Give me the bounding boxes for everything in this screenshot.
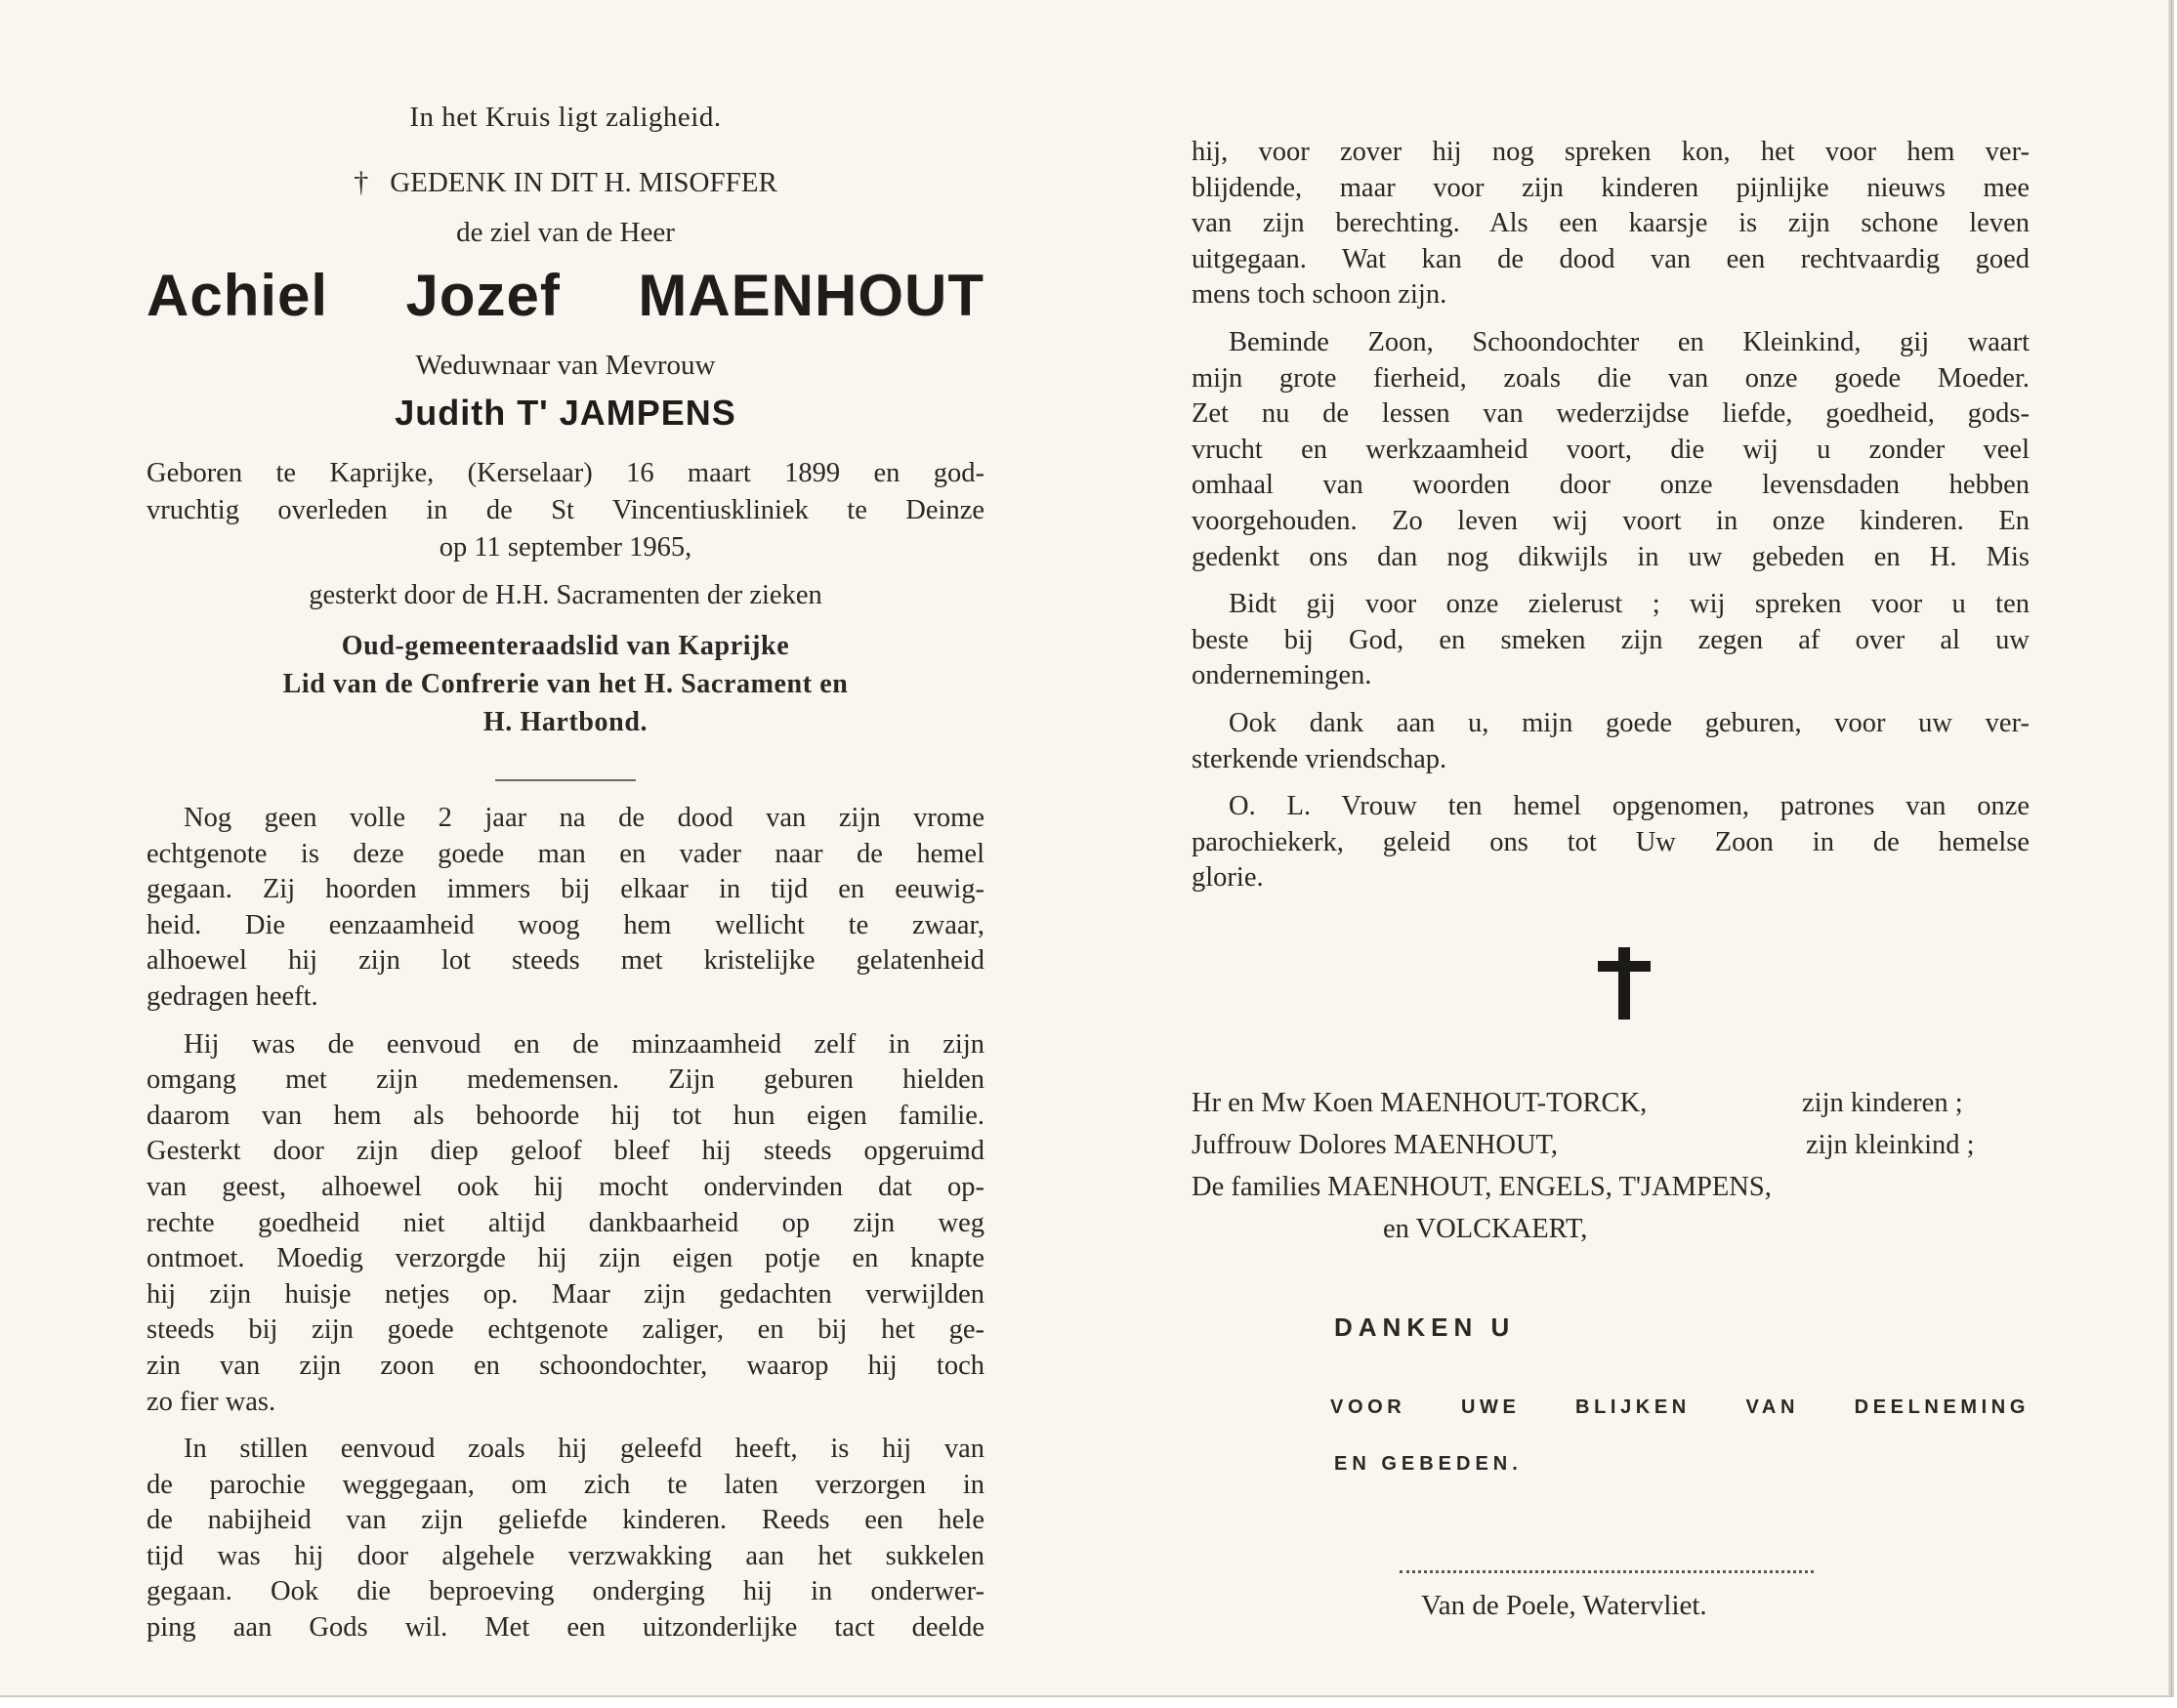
text-line: In stillen eenvoud zoals hij geleefd heeft, is hij van	[184, 1434, 984, 1465]
thanks-word: VAN	[1745, 1396, 1800, 1418]
text-line: op 11 september 1965,	[439, 532, 692, 562]
text-line: beste bij God, en smeken zijn zegen af over al uw	[1192, 624, 2030, 655]
text-line: ping aan Gods wil. Met een uitzonderlijke tact deelde	[147, 1612, 984, 1644]
text-line: ontmoet. Moedig verzorgde hij zijn eigen potje en knapte	[147, 1243, 984, 1274]
text-line: Gesterkt door zijn diep geloof bleef hij steeds opgeruimd	[147, 1136, 984, 1167]
text-line: tijd was hij door algehele verzwakking aan het sukkelen	[147, 1540, 984, 1571]
right-body-text	[1192, 135, 2030, 896]
text-line: gegaan. Zij hoorden immers bij elkaar in tijd en eeuwig-	[147, 874, 984, 905]
divider	[495, 779, 636, 781]
surname: MAENHOUT	[638, 263, 984, 328]
text-line: vruchtig overleden in de St Vincentiuskliniek te Deinze	[147, 495, 984, 525]
family-row	[1192, 1208, 1772, 1250]
motto: In het Kruis ligt zaligheid.	[409, 102, 722, 133]
text-line: uitgegaan. Wat kan de dood van een rechtvaardig goed	[1192, 243, 2030, 274]
text-line: gedragen heeft.	[147, 980, 318, 1012]
text-line: zo fier was.	[147, 1386, 276, 1417]
sacraments-line: gesterkt door de H.H. Sacramenten der zieken	[309, 580, 822, 610]
paragraph	[147, 1027, 984, 1421]
family-names: Hr en Mw Koen MAENHOUT-TORCK,	[1192, 1088, 1648, 1118]
text-line: parochiekerk, geleid ons tot Uw Zoon in de hemelse	[1192, 826, 2030, 857]
text-line: voorgehouden. Zo leven wij voort in onze kinderen. En	[1192, 505, 2030, 536]
spouse-name: Judith T' JAMPENS	[395, 393, 736, 433]
text-line: de nabijheid van zijn geliefde kinderen. Reeds een hele	[147, 1505, 984, 1536]
first-name: Achiel	[147, 263, 329, 328]
title-line: H. Hartbond.	[482, 707, 649, 737]
text-line: Geboren te Kaprijke, (Kerselaar) 16 maart 1899 en god-	[147, 458, 984, 488]
gedenk-heading	[147, 166, 984, 199]
paragraph	[1192, 587, 2030, 694]
text-line: Beminde Zoon, Schoondochter en Kleinkind, gij waart	[1229, 326, 2030, 357]
small-cross-icon: †	[354, 166, 369, 198]
middle-name: Jozef	[405, 263, 561, 328]
text-line: omgang met zijn medemensen. Zijn geburen hielden	[147, 1064, 984, 1096]
text-line: daarom van hem als behoorde hij tot hun eigen familie.	[147, 1100, 984, 1131]
text-line: van geest, alhoewel ook hij mocht ondervinden dat op-	[147, 1171, 984, 1202]
title-line: Oud-gemeenteraadslid van Kaprijke	[341, 631, 790, 661]
printer-credit: Van de Poele, Watervliet.	[1421, 1590, 1707, 1621]
family-names: Juffrouw Dolores MAENHOUT,	[1192, 1130, 1558, 1160]
text-line: alhoewel hij zijn lot steeds met kristelijke gelatenheid	[147, 945, 984, 977]
text-line: Ook dank aan u, mijn goede geburen, voor uw ver-	[1229, 707, 2030, 738]
paragraph	[147, 1432, 984, 1646]
paragraph	[1192, 706, 2030, 777]
text-line: omhaal van woorden door onze levensdaden hebben	[1192, 470, 2030, 501]
thanks-line	[1330, 1396, 2030, 1419]
family-row	[1192, 1124, 1975, 1166]
text-line: hij, voor zover hij nog spreken kon, het voor hem ver-	[1192, 137, 2030, 167]
birth-death-text	[147, 455, 984, 566]
thanks-word: VOOR	[1330, 1396, 1406, 1418]
text-line: blijdende, maar voor zijn kinderen pijnlijke nieuws mee	[1192, 172, 2030, 203]
text-line: mijn grote fierheid, zoals die van onze goede Moeder.	[1192, 362, 2030, 394]
text-line: Nog geen volle 2 jaar na de dood van zijn vrome	[184, 803, 984, 833]
widower-line: Weduwnaar van Mevrouw	[415, 350, 716, 381]
family-row	[1192, 1082, 1963, 1124]
thanks-line: EN GEBEDEN.	[1334, 1453, 1523, 1475]
family-relation: zijn kleinkind ;	[1806, 1130, 1975, 1160]
paragraph	[1192, 135, 2030, 313]
family-list	[1192, 1082, 1975, 1250]
paragraph	[1192, 789, 2030, 896]
thanks-word: UWE	[1460, 1396, 1521, 1418]
paragraph	[147, 801, 984, 1016]
text-line: hij zijn huisje netjes op. Maar zijn gedachten verwijlden	[147, 1278, 984, 1310]
text-line: Hij was de eenvoud en de minzaamheid zelf in zijn	[184, 1028, 984, 1060]
text-line: van zijn berechting. Als een kaarsje is zijn schone leven	[1192, 208, 2030, 239]
text-line: ondernemingen.	[1192, 660, 1372, 691]
family-row	[1192, 1166, 1772, 1208]
text-line: echtgenote is deze goede man en vader naar de hemel	[147, 838, 984, 869]
dotted-divider	[1400, 1570, 1814, 1573]
family-relation: zijn kinderen ;	[1802, 1088, 1963, 1118]
thanks-heading: DANKEN U	[1334, 1312, 1516, 1342]
text-line: gedenkt ons dan nog dikwijls in uw gebeden en H. Mis	[1192, 541, 2030, 572]
deceased-name	[147, 262, 984, 329]
title-line: Lid van de Confrerie van het H. Sacrament en	[282, 669, 849, 699]
text-line: gegaan. Ook die beproeving onderging hij in onderwer-	[147, 1576, 984, 1607]
paragraph	[1192, 325, 2030, 575]
text-line: glorie.	[1192, 862, 1264, 894]
text-line: Bidt gij voor onze zielerust ; wij spreken voor u ten	[1229, 589, 2030, 620]
text-line: steeds bij zijn goede echtgenote zaliger, en bij het ge-	[147, 1314, 984, 1346]
text-line: mens toch schoon zijn.	[1192, 279, 1447, 311]
text-line: O. L. Vrouw ten hemel opgenomen, patrones van onze	[1229, 791, 2030, 822]
text-line: heid. Die eenzaamheid woog hem wellicht te zwaar,	[147, 909, 984, 940]
family-names: en VOLCKAERT,	[1383, 1214, 1588, 1244]
text-line: zin van zijn zoon en schoondochter, waarop hij toch	[147, 1350, 984, 1381]
text-line: de parochie weggegaan, om zich te laten verzorgen in	[147, 1469, 984, 1500]
text-line: vrucht en werkzaamheid voort, die wij u zonder veel	[1192, 434, 2030, 465]
text-line: rechte goedheid niet altijd dankbaarheid op zijn weg	[147, 1207, 984, 1238]
gedenk-text: GEDENK IN DIT H. MISOFFER	[390, 167, 777, 198]
thanks-word: DEELNEMING	[1854, 1396, 2030, 1418]
honorary-titles	[147, 627, 984, 741]
heer-line: de ziel van de Heer	[456, 217, 675, 248]
family-names: De families MAENHOUT, ENGELS, T'JAMPENS,	[1192, 1172, 1772, 1202]
thanks-word: BLIJKEN	[1575, 1396, 1691, 1418]
left-body-text	[147, 801, 984, 1646]
text-line: sterkende vriendschap.	[1192, 743, 1447, 774]
cross-icon	[1590, 947, 1658, 1020]
text-line: Zet nu de lessen van wederzijdse liefde, goedheid, gods-	[1192, 398, 2030, 430]
